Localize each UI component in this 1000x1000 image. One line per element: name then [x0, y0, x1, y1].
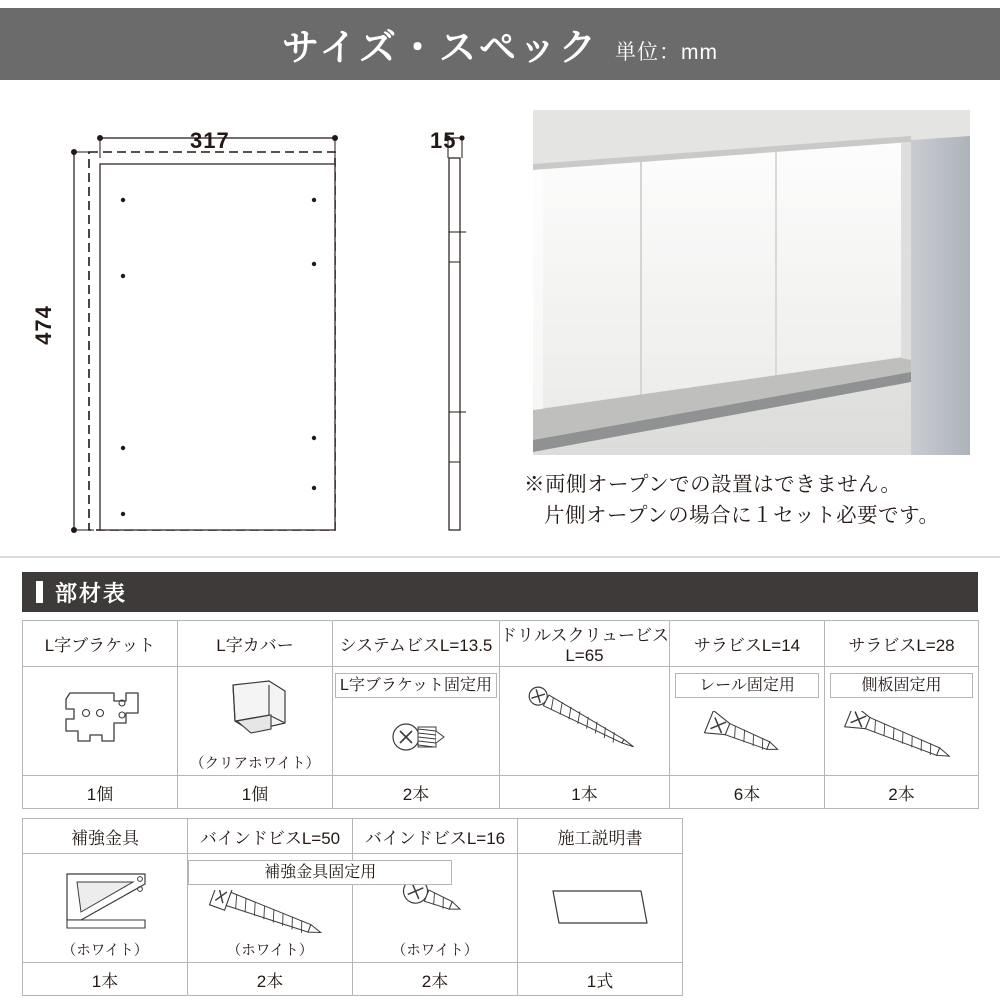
reinforcement-bracket-icon: [45, 862, 165, 936]
front-view-svg: [60, 112, 400, 542]
parts-list-title-bar: [22, 572, 978, 612]
header-cell: 施工説明書: [518, 819, 683, 854]
part-image-instruction-manual: [518, 854, 683, 963]
part-image-system-screw: [333, 667, 500, 776]
quantity-cell: 1個: [23, 776, 178, 809]
dimension-thickness-label: 15: [430, 128, 457, 153]
part-image-bind-screw-50: [188, 854, 377, 963]
installation-note-line2: 片側オープンの場合に１セット必要です。: [544, 503, 940, 527]
dimension-width-label: 317: [190, 128, 230, 153]
parts-table-2: [22, 818, 683, 996]
quantity-cell: 1本: [23, 963, 188, 996]
instruction-manual-icon: [535, 873, 665, 943]
part-subnote: （ホワイト）: [226, 942, 314, 959]
part-image-flat-screw-14: [670, 667, 825, 776]
system-screw-icon: [376, 709, 456, 765]
part-image-l-cover: [178, 667, 333, 776]
use-label-side-panel-fixing: 側板固定用: [830, 673, 973, 698]
table-row-headers-1: [23, 621, 979, 667]
part-subnote: （クリアホワイト）: [189, 755, 321, 772]
side-view-svg: [400, 112, 520, 542]
installation-note: [524, 470, 994, 532]
installation-note-line1: ※両側オープンでの設置はできません。: [524, 473, 902, 496]
quantity-cell: 6本: [670, 776, 825, 809]
header-cell: ドリルスクリュービスL=65: [500, 621, 670, 667]
table-row-images-1: [23, 667, 979, 776]
product-photo-illustration: [533, 110, 970, 455]
table-row-quantities-1: [23, 776, 979, 809]
parts-table-1: [22, 620, 979, 809]
quantity-cell: 2本: [353, 963, 518, 996]
part-subnote: （ホワイト）: [61, 942, 149, 959]
quantity-cell: 2本: [825, 776, 979, 809]
section-divider: [0, 556, 1000, 558]
header-cell: サラビスL=14: [670, 621, 825, 667]
header-cell: サラビスL=28: [825, 621, 979, 667]
header-cell: L字ブラケット: [23, 621, 178, 667]
page-header: [0, 8, 1000, 80]
quantity-cell: 1個: [178, 776, 333, 809]
header-cell: バインドビスL=16: [353, 819, 518, 854]
page-title: サイズ・スペック: [281, 27, 600, 68]
front-view-drawing: [30, 112, 400, 542]
part-image-flat-screw-28: [825, 667, 979, 776]
use-label-bracket-fixing: L字ブラケット固定用: [335, 673, 496, 698]
dimension-height-label: 474: [30, 305, 56, 345]
table-row-images-2: [23, 854, 683, 963]
header-cell: バインドビスL=50: [188, 819, 353, 854]
spec-drawing-area: [0, 82, 1000, 552]
flat-screw-14-icon: [692, 711, 802, 763]
quantity-cell: 2本: [188, 963, 353, 996]
l-bracket-icon: [52, 679, 148, 759]
parts-list-title: 部材表: [55, 580, 128, 606]
table-row-headers-2: [23, 819, 683, 854]
use-label-rail-fixing: レール固定用: [675, 673, 819, 698]
header-cell: システムビスL=13.5: [333, 621, 500, 667]
header-cell: L字カバー: [178, 621, 333, 667]
flat-screw-28-icon: [837, 711, 967, 763]
bind-screw-50-icon: [200, 890, 340, 938]
quantity-cell: 1本: [500, 776, 670, 809]
part-image-reinforcement-bracket: [23, 854, 188, 963]
part-subnote: （ホワイト）: [391, 942, 479, 959]
title-accent-mark: [36, 581, 43, 603]
table-row-quantities-2: [23, 963, 683, 996]
part-image-drill-screw: [500, 667, 670, 776]
quantity-cell: 2本: [333, 776, 500, 809]
drill-screw-icon: [510, 686, 660, 756]
quantity-cell: 1式: [518, 963, 683, 996]
use-label-reinforcement-fixing: 補強金具固定用: [188, 860, 452, 885]
part-image-l-bracket: [23, 667, 178, 776]
side-view-drawing: [400, 112, 520, 542]
l-cover-icon: [207, 677, 303, 747]
product-photo: [533, 110, 970, 455]
unit-label: 単位：mm: [615, 41, 719, 64]
header-cell: 補強金具: [23, 819, 188, 854]
